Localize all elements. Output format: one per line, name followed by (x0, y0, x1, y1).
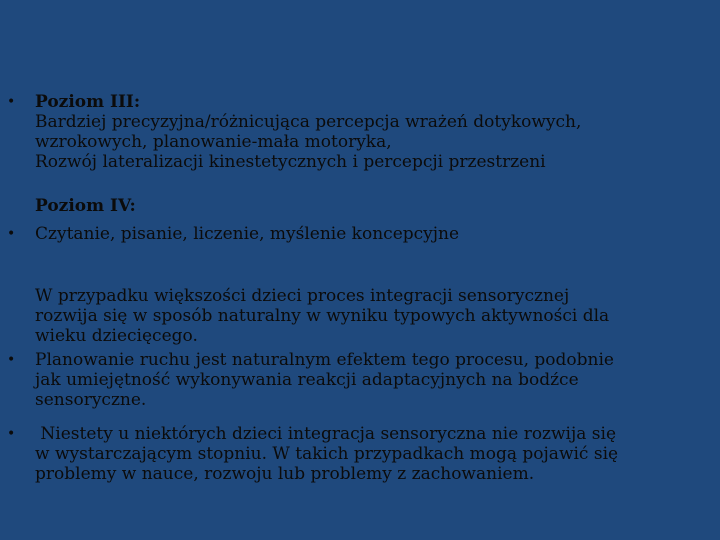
bullet-unfortunately: • (7, 426, 16, 442)
level4-line: Czytanie, pisanie, liczenie, myślenie koncepcyjne (35, 224, 460, 244)
paragraph-line-8: w wystarczającym stopniu. W takich przypadkach mogą pojawić się (35, 444, 619, 464)
paragraph-line-9: problemy w nauce, rozwoju lub problemy z zachowaniem. (35, 464, 535, 484)
level4-heading: Poziom IV: (35, 196, 136, 216)
level3-heading: Poziom III: (35, 92, 141, 112)
bullet-planning: • (7, 352, 16, 368)
paragraph-line-3: wieku dziecięcego. (35, 326, 198, 346)
bullet-level3: • (7, 94, 16, 110)
paragraph-line-4: Planowanie ruchu jest naturalnym efektem tego procesu, podobnie (35, 350, 614, 370)
paragraph-line-7: Niestety u niektórych dzieci integracja sensoryczna nie rozwija się (35, 424, 617, 444)
level3-line-3: Rozwój lateralizacji kinestetycznych i percepcji przestrzeni (35, 152, 546, 172)
paragraph-line-5: jak umiejętność wykonywania reakcji adaptacyjnych na bodźce (35, 370, 579, 390)
level3-line-2: wzrokowych, planowanie-mała motoryka, (35, 132, 392, 152)
bullet-level4: • (7, 226, 16, 242)
level3-line-1: Bardziej precyzyjna/różnicująca percepcja wrażeń dotykowych, (35, 112, 582, 132)
paragraph-line-1: W przypadku większości dzieci proces integracji sensorycznej (35, 286, 570, 306)
paragraph-line-2: rozwija się w sposób naturalny w wyniku typowych aktywności dla (35, 306, 610, 326)
paragraph-line-6: sensoryczne. (35, 390, 147, 410)
